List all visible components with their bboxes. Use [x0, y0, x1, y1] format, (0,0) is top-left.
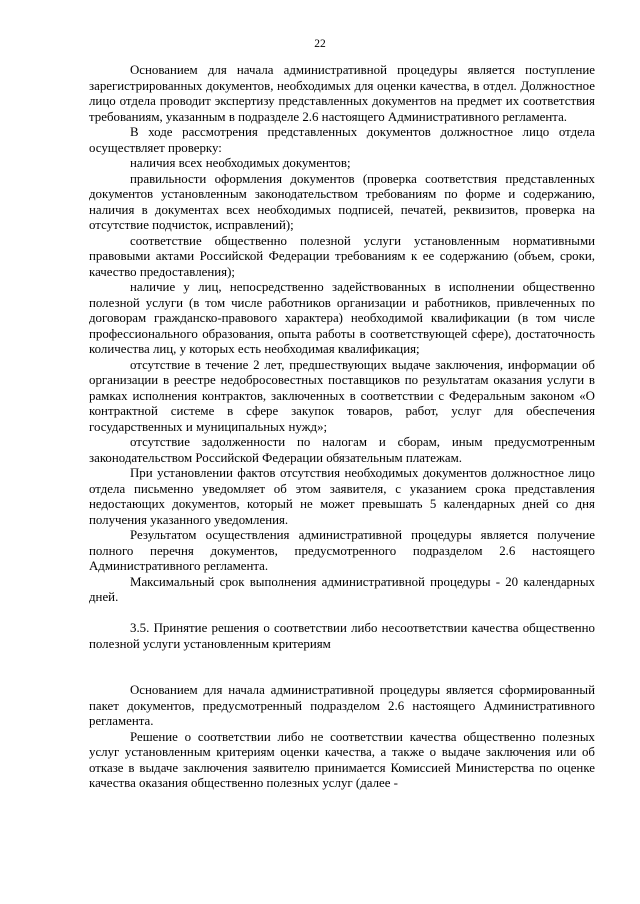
check-item-taxes: отсутствие задолженности по налогам и сборам, иным предусмотренным законодательством Российской Федерации обязательным платежам.	[89, 435, 595, 465]
paragraph-deadline: Максимальный срок выполнения административной процедуры - 20 календарных дней.	[89, 574, 595, 604]
document-body	[89, 63, 595, 792]
paragraph-basis: Основанием для начала административной процедуры является поступление зарегистрированных документов, необходимых для оценки качества, в отдел. Должностное лицо отдела проводит экспертизу представленных документов на предмет их соответствия требованиям, указанным в подразделе 2.6 настоящего Административного регламента.	[89, 63, 595, 124]
check-item-compliance: соответствие общественно полезной услуги установленным нормативными правовыми актами Российской Федерации требованиям к ее содержанию (объем, сроки, качество предоставления);	[89, 233, 595, 279]
paragraph-review: В ходе рассмотрения представленных документов должностное лицо отдела осуществляет проверку:	[89, 125, 595, 155]
check-item-documents: наличия всех необходимых документов;	[130, 156, 351, 170]
paragraph-decision: Решение о соответствии либо не соответствии качества общественно полезных услуг установленным критериям оценки качества, а также о выдаче заключения или об отказе в выдаче заключения заявителю принимается Комиссией Министерства по оценке качества оказания общественно полезных услуг (далее -	[89, 729, 595, 790]
paragraph-basis-3-5: Основанием для начала административной процедуры является сформированный пакет документов, предусмотренный подразделом 2.6 настоящего Административного регламента.	[89, 683, 595, 728]
paragraph-missing-documents: При установлении фактов отсутствия необходимых документов должностное лицо отдела письменно уведомляет об этом заявителя, с указанием срока представления недостающих документов, который не может превышать 5 календарных дней со дня получения указанного уведомления.	[89, 466, 595, 527]
check-item-registry: отсутствие в течение 2 лет, предшествующих выдаче заключения, информации об организации в реестре недобросовестных поставщиков по результатам оказания услуги в рамках исполнения контрактов, заключенных в соответствии с Федеральным законом «О контрактной системе в сфере закупок товаров, работ, услуг для обеспечения государственных и муниципальных нужд»;	[89, 357, 595, 434]
check-item-formatting: правильности оформления документов (проверка соответствия представленных документов установленным законодательством требованиям по форме и содержанию, наличия в документах всех необходимых подписей, печатей, реквизитов, проверка на отсутствие подчисток, исправлений);	[89, 171, 595, 232]
check-item-qualification: наличие у лиц, непосредственно задействованных в исполнении общественно полезной услуги (в том числе работников организации и работников, привлеченных по договорам гражданско-правового характера) необходимой квалификации (в том числе профессионального образования, опыта работы в соответствующей сфере), достаточность количества лиц, у которых есть необходимая квалификация;	[89, 280, 595, 356]
section-heading: 3.5. Принятие решения о соответствии либо несоответствии качества общественно полезной услуги установленным критериям	[89, 621, 595, 651]
paragraph-result: Результатом осуществления административной процедуры является получение полного перечня документов, предусмотренного подразделом 2.6 настоящего Административного регламента.	[89, 528, 595, 573]
page-number: 22	[314, 38, 326, 50]
section-heading-container	[89, 621, 595, 652]
